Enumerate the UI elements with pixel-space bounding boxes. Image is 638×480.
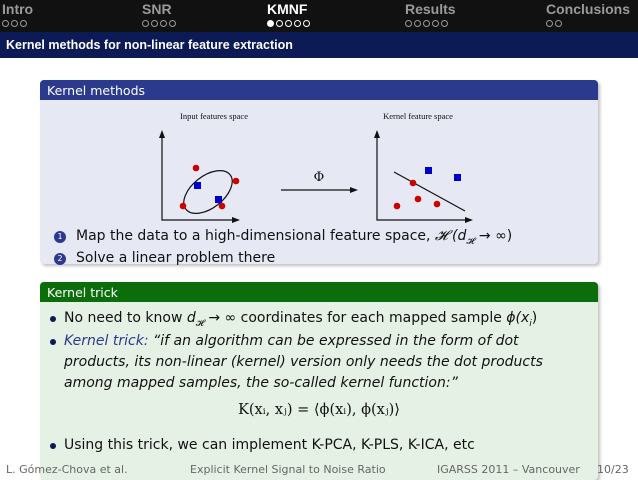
red-sample bbox=[180, 203, 187, 210]
slide-footer bbox=[0, 459, 638, 479]
bullet-quote: “if an algorithm can be expressed in the form of dot products, its non-linear (kernel) version only needs the dot products among mapped samples, the so-called kernel function:” bbox=[64, 333, 543, 391]
footer-author: L. Gómez-Chova et al. bbox=[6, 463, 128, 476]
math-text: 𝓗 (d bbox=[434, 228, 467, 244]
nav-dot[interactable] bbox=[11, 20, 18, 27]
nav-dots-conclusions[interactable] bbox=[546, 20, 562, 28]
frame-title: Kernel methods for non-linear feature extraction bbox=[6, 38, 293, 52]
math-text: ϕ(x bbox=[506, 310, 530, 326]
nav-dot[interactable] bbox=[441, 20, 448, 27]
footer-venue: IGARSS 2011 – Vancouver bbox=[437, 463, 580, 476]
enum-text: Map the data to a high-dimensional feature space, bbox=[76, 228, 435, 244]
nav-dot[interactable] bbox=[294, 20, 301, 27]
block-header bbox=[40, 282, 598, 302]
nav-dot[interactable] bbox=[276, 20, 283, 27]
nav-dot[interactable] bbox=[414, 20, 421, 27]
bullet-text: Using this trick, we can implement K-PCA, K-PLS, K-ICA, etc bbox=[64, 437, 475, 453]
nav-dots-snr[interactable] bbox=[142, 20, 176, 28]
block-title: Kernel methods bbox=[47, 83, 146, 98]
blue-sample bbox=[454, 174, 461, 181]
nav-dot[interactable] bbox=[432, 20, 439, 27]
nav-dot[interactable] bbox=[303, 20, 310, 27]
nav-dot[interactable] bbox=[423, 20, 430, 27]
enum-text: Solve a linear problem there bbox=[76, 250, 276, 266]
nav-dots-kmnf[interactable] bbox=[267, 20, 310, 28]
nav-item-conclusions[interactable]: Conclusions bbox=[546, 1, 631, 17]
enum-number: 2 bbox=[54, 253, 66, 265]
nav-dot[interactable] bbox=[169, 20, 176, 27]
blue-sample bbox=[194, 182, 201, 189]
class-boundary-ellipse bbox=[176, 162, 240, 222]
math-subscript: 𝓗 bbox=[195, 318, 204, 329]
nav-dot[interactable] bbox=[151, 20, 158, 27]
math-text: ) bbox=[531, 310, 538, 326]
red-sample bbox=[233, 178, 240, 185]
nav-dots-results[interactable] bbox=[405, 20, 448, 28]
input-axes-arrowhead bbox=[159, 130, 240, 223]
math-text: d bbox=[186, 310, 196, 326]
nav-item-kmnf[interactable]: KMNF bbox=[267, 1, 308, 17]
nav-dot[interactable] bbox=[142, 20, 149, 27]
footer-page-number: 10/23 bbox=[597, 463, 629, 476]
footer-title: Explicit Kernel Signal to Noise Ratio bbox=[190, 463, 386, 476]
red-sample bbox=[394, 203, 401, 210]
bullet-item bbox=[64, 435, 574, 456]
input-space-label: Input features space bbox=[180, 111, 248, 121]
block-body bbox=[40, 100, 598, 264]
nav-dot[interactable] bbox=[20, 20, 27, 27]
kernel-trick-label: Kernel trick: bbox=[64, 333, 149, 349]
block-body bbox=[40, 302, 598, 480]
enum-item-1 bbox=[54, 228, 512, 247]
red-sample bbox=[434, 201, 441, 208]
nav-dot[interactable] bbox=[2, 20, 9, 27]
kernel-space-label: Kernel feature space bbox=[383, 111, 453, 121]
bullet-text: No need to know bbox=[64, 310, 187, 326]
red-sample bbox=[219, 203, 226, 210]
nav-item-snr[interactable]: SNR bbox=[142, 1, 172, 17]
math-subscript: i bbox=[529, 318, 532, 329]
nav-dot[interactable] bbox=[555, 20, 562, 27]
kernel-function-formula: K(xᵢ, xⱼ) = ⟨ϕ(xᵢ), ϕ(xⱼ)⟩ bbox=[238, 402, 400, 418]
math-text: → ∞) bbox=[474, 228, 513, 244]
nav-dot[interactable] bbox=[405, 20, 412, 27]
blue-sample bbox=[425, 167, 432, 174]
nav-dot[interactable] bbox=[160, 20, 167, 27]
blue-sample bbox=[215, 196, 222, 203]
red-sample bbox=[193, 165, 200, 172]
bullet-text: → ∞ coordinates for each mapped sample bbox=[203, 310, 507, 326]
kernel-trick-block bbox=[40, 282, 598, 480]
section-nav-bar bbox=[0, 0, 638, 32]
nav-dot[interactable] bbox=[546, 20, 553, 27]
math-subscript: 𝓗 bbox=[466, 236, 475, 247]
nav-dot-current[interactable] bbox=[267, 20, 274, 27]
nav-item-intro[interactable]: Intro bbox=[2, 1, 34, 17]
red-sample bbox=[415, 196, 422, 203]
block-title: Kernel trick bbox=[47, 285, 118, 300]
bullet-item bbox=[64, 331, 574, 394]
frame-title-bar bbox=[0, 32, 638, 58]
nav-dots-intro[interactable] bbox=[2, 20, 27, 28]
kernel-methods-block bbox=[40, 80, 598, 264]
enum-number: 1 bbox=[54, 231, 66, 243]
nav-dot[interactable] bbox=[285, 20, 292, 27]
red-sample bbox=[410, 180, 417, 187]
mapping-arrowhead bbox=[350, 187, 358, 193]
enum-item-2 bbox=[54, 250, 275, 266]
block-header bbox=[40, 80, 598, 100]
phi-label: Φ bbox=[313, 170, 325, 185]
nav-item-results[interactable]: Results bbox=[405, 1, 456, 17]
